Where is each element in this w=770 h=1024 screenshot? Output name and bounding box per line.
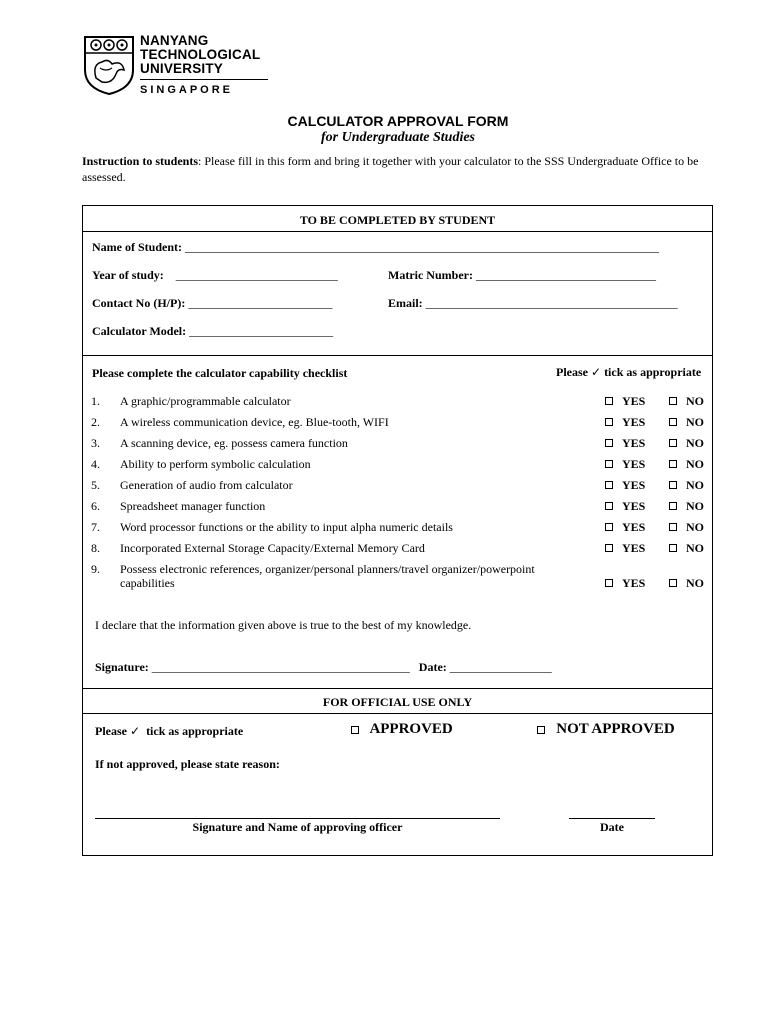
signature-field[interactable]: ___________________________________________ bbox=[151, 660, 410, 674]
yes-label: YES bbox=[622, 457, 646, 471]
not-approved-label: NOT APPROVED bbox=[556, 721, 675, 737]
yes-label: YES bbox=[622, 541, 646, 555]
official-tick-prefix: Please bbox=[95, 724, 127, 738]
divider bbox=[83, 688, 712, 689]
yes-label: YES bbox=[622, 415, 646, 429]
no-checkbox[interactable] bbox=[669, 502, 677, 510]
checklist-item-text: A graphic/programmable calculator bbox=[120, 394, 291, 408]
no-checkbox[interactable] bbox=[669, 544, 677, 552]
contact-label: Contact No (H/P): bbox=[92, 296, 186, 310]
official-section-header: FOR OFFICIAL USE ONLY bbox=[322, 695, 473, 709]
checklist-item-text: Word processor functions or the ability to input alpha numeric details bbox=[120, 520, 453, 534]
checklist-yes-option[interactable] bbox=[605, 520, 645, 535]
not-approved-option[interactable] bbox=[537, 721, 675, 738]
checklist-yes-option[interactable] bbox=[605, 415, 645, 430]
university-name-line3: UNIVERSITY bbox=[140, 61, 224, 76]
checklist-no-option[interactable] bbox=[669, 394, 704, 409]
university-name-line2: TECHNOLOGICAL bbox=[140, 47, 261, 62]
checklist-item-text: Spreadsheet manager function bbox=[120, 499, 266, 513]
year-of-study-row[interactable] bbox=[92, 268, 338, 283]
officer-signature-label: Signature and Name of approving officer bbox=[192, 820, 403, 834]
checklist-item-text: Ability to perform symbolic calculation bbox=[120, 457, 311, 471]
yes-label: YES bbox=[622, 478, 646, 492]
yes-checkbox[interactable] bbox=[605, 439, 613, 447]
checklist-tick-instruction bbox=[556, 365, 701, 380]
calculator-model-row[interactable] bbox=[92, 324, 333, 339]
university-name-line4: SINGAPORE bbox=[140, 79, 268, 97]
officer-signature-line[interactable] bbox=[95, 818, 500, 819]
divider bbox=[83, 355, 712, 356]
yes-label: YES bbox=[622, 520, 646, 534]
checkmark-icon: ✓ bbox=[591, 365, 602, 379]
tick-prefix: Please bbox=[556, 365, 588, 379]
checklist-yes-option[interactable] bbox=[605, 499, 645, 514]
checklist-no-option[interactable] bbox=[669, 541, 704, 556]
model-field[interactable]: ________________________ bbox=[189, 324, 334, 338]
no-label: NO bbox=[686, 541, 704, 555]
yes-checkbox[interactable] bbox=[605, 481, 613, 489]
yes-checkbox[interactable] bbox=[605, 397, 613, 405]
yes-label: YES bbox=[622, 576, 646, 590]
name-field[interactable]: _______________________________________________________________________________ bbox=[185, 240, 659, 254]
no-label: NO bbox=[686, 520, 704, 534]
date-label: Date: bbox=[418, 660, 447, 674]
checklist-yes-option[interactable] bbox=[605, 394, 645, 409]
signature-row[interactable] bbox=[95, 660, 552, 675]
instruction bbox=[82, 153, 722, 185]
checklist-item-text: Generation of audio from calculator bbox=[120, 478, 293, 492]
contact-field[interactable]: ________________________ bbox=[188, 296, 333, 310]
official-tick-suffix: tick as appropriate bbox=[146, 724, 244, 738]
checklist-yes-option[interactable] bbox=[605, 457, 645, 472]
no-label: NO bbox=[686, 499, 704, 513]
reason-label: If not approved, please state reason: bbox=[95, 757, 280, 771]
no-label: NO bbox=[686, 576, 704, 590]
checklist-item-number: 9. bbox=[91, 562, 100, 576]
university-name bbox=[140, 34, 268, 97]
checklist-no-option[interactable] bbox=[669, 520, 704, 535]
instruction-text: : Please fill in this form and bring it together with your calculator to the SSS Undergraduate Office to be assessed. bbox=[82, 154, 699, 184]
no-checkbox[interactable] bbox=[669, 397, 677, 405]
yes-checkbox[interactable] bbox=[605, 502, 613, 510]
no-label: NO bbox=[686, 436, 704, 450]
matric-number-row[interactable] bbox=[388, 268, 656, 283]
checklist-item-text: A wireless communication device, eg. Blue-tooth, WIFI bbox=[120, 415, 389, 429]
name-label: Name of Student: bbox=[92, 240, 182, 254]
yes-checkbox[interactable] bbox=[605, 579, 613, 587]
form-box bbox=[82, 205, 713, 856]
checklist-heading: Please complete the calculator capability checklist bbox=[92, 366, 348, 380]
yes-checkbox[interactable] bbox=[605, 418, 613, 426]
checklist-item-number: 4. bbox=[91, 457, 100, 471]
checklist-no-option[interactable] bbox=[669, 478, 704, 493]
checklist-yes-option[interactable] bbox=[605, 478, 645, 493]
checklist-item-number: 2. bbox=[91, 415, 100, 429]
checklist-item-number: 3. bbox=[91, 436, 100, 450]
no-label: NO bbox=[686, 394, 704, 408]
officer-date-line[interactable] bbox=[569, 818, 655, 819]
no-checkbox[interactable] bbox=[669, 439, 677, 447]
checklist-no-option[interactable] bbox=[669, 415, 704, 430]
contact-row[interactable] bbox=[92, 296, 332, 311]
approved-option[interactable] bbox=[351, 721, 453, 738]
university-crest-icon bbox=[82, 34, 136, 96]
checkmark-icon: ✓ bbox=[130, 724, 141, 738]
no-checkbox[interactable] bbox=[669, 523, 677, 531]
form-subtitle: for Undergraduate Studies bbox=[320, 130, 476, 145]
checklist-item-number: 1. bbox=[91, 394, 100, 408]
no-label: NO bbox=[686, 478, 704, 492]
declaration: I declare that the information given above is true to the best of my knowledge. bbox=[95, 618, 472, 632]
tick-suffix: tick as appropriate bbox=[604, 365, 702, 379]
year-label: Year of study: bbox=[92, 268, 164, 282]
yes-checkbox[interactable] bbox=[605, 523, 613, 531]
no-checkbox[interactable] bbox=[669, 481, 677, 489]
officer-date-label: Date bbox=[600, 820, 624, 834]
email-label: Email: bbox=[388, 296, 423, 310]
no-checkbox[interactable] bbox=[669, 579, 677, 587]
checklist-item-number: 7. bbox=[91, 520, 100, 534]
yes-label: YES bbox=[622, 394, 646, 408]
official-tick-instruction bbox=[95, 724, 243, 739]
matric-field[interactable]: ______________________________ bbox=[475, 268, 656, 282]
checklist-item-text: Possess electronic references, organizer/personal planners/travel organizer/powerpoint capabilities bbox=[120, 562, 535, 590]
matric-label: Matric Number: bbox=[388, 268, 473, 282]
date-field[interactable]: _________________ bbox=[449, 660, 552, 674]
no-checkbox[interactable] bbox=[669, 460, 677, 468]
year-field[interactable]: ___________________________ bbox=[175, 268, 338, 282]
checklist-no-option[interactable] bbox=[669, 457, 704, 472]
student-section-header: TO BE COMPLETED BY STUDENT bbox=[299, 213, 496, 227]
checklist-yes-option[interactable] bbox=[605, 541, 645, 556]
checklist-yes-option[interactable] bbox=[605, 576, 645, 591]
university-name-line1: NANYANG bbox=[140, 33, 209, 48]
checklist-yes-option[interactable] bbox=[605, 436, 645, 451]
checklist-item-number: 5. bbox=[91, 478, 100, 492]
approved-checkbox[interactable] bbox=[351, 726, 359, 734]
signature-label: Signature: bbox=[95, 660, 149, 674]
yes-label: YES bbox=[622, 436, 646, 450]
divider bbox=[83, 231, 712, 232]
email-row[interactable] bbox=[388, 296, 678, 311]
yes-label: YES bbox=[622, 499, 646, 513]
model-label: Calculator Model: bbox=[92, 324, 187, 338]
checklist-item-text: Incorporated External Storage Capacity/External Memory Card bbox=[120, 541, 425, 555]
form-title: CALCULATOR APPROVAL FORM bbox=[287, 113, 509, 129]
not-approved-checkbox[interactable] bbox=[537, 726, 545, 734]
university-logo bbox=[82, 33, 261, 98]
checklist-no-option[interactable] bbox=[669, 576, 704, 591]
instruction-label: Instruction to students bbox=[82, 154, 199, 168]
approved-label: APPROVED bbox=[369, 721, 453, 737]
yes-checkbox[interactable] bbox=[605, 544, 613, 552]
checklist-no-option[interactable] bbox=[669, 436, 704, 451]
no-checkbox[interactable] bbox=[669, 418, 677, 426]
checklist-no-option[interactable] bbox=[669, 499, 704, 514]
checklist-item-number: 6. bbox=[91, 499, 100, 513]
yes-checkbox[interactable] bbox=[605, 460, 613, 468]
email-field[interactable]: __________________________________________ bbox=[425, 296, 678, 310]
name-of-student-row[interactable] bbox=[92, 240, 659, 255]
no-label: NO bbox=[686, 457, 704, 471]
divider bbox=[83, 713, 712, 714]
checklist-item-number: 8. bbox=[91, 541, 100, 555]
no-label: NO bbox=[686, 415, 704, 429]
checklist-item-text: A scanning device, eg. possess camera function bbox=[120, 436, 348, 450]
